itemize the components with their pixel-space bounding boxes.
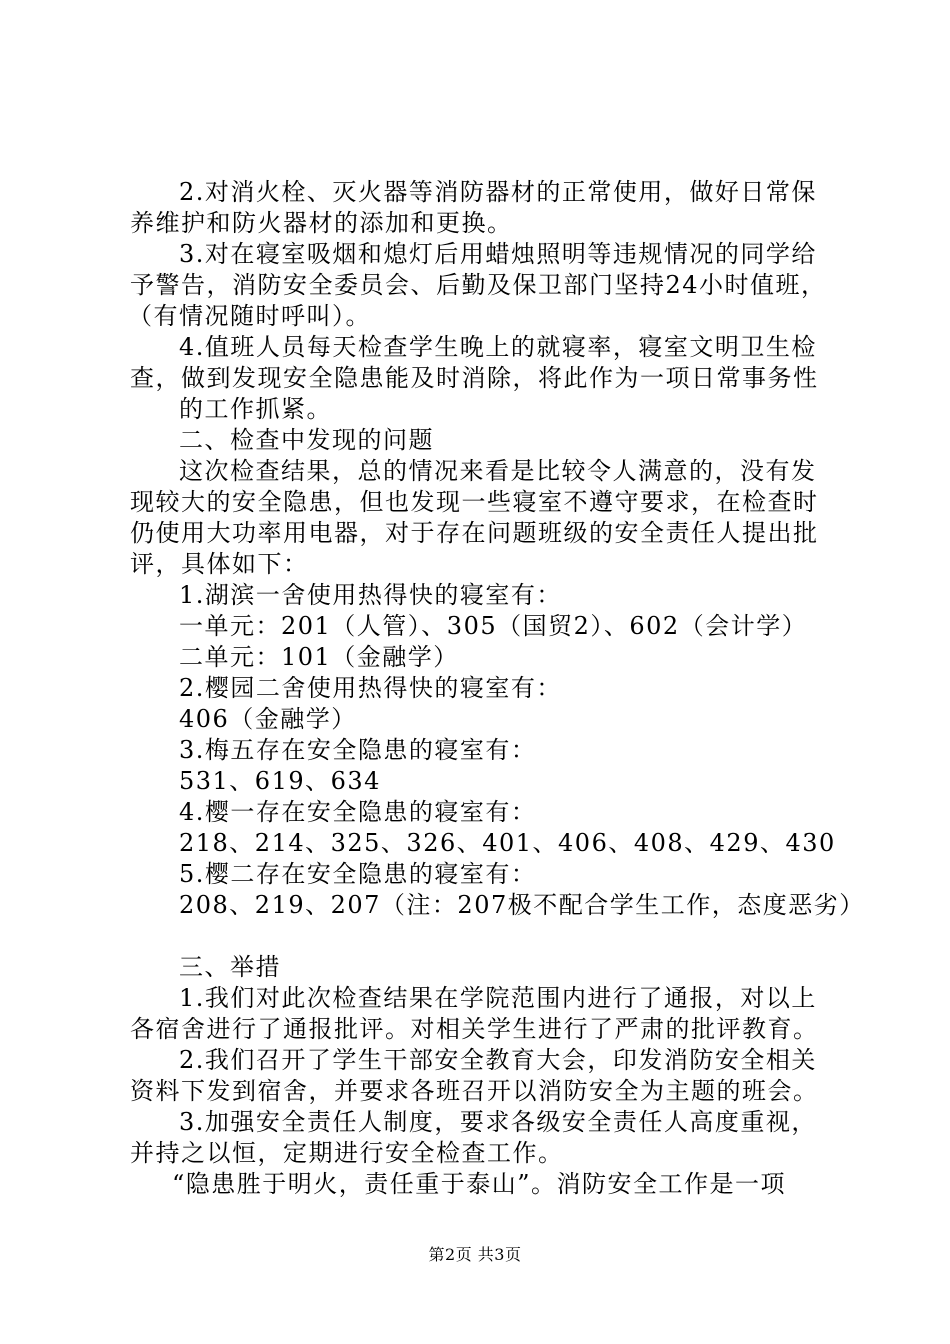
list-item: 4.樱一存在安全隐患的寝室有： [179, 798, 537, 826]
body-line: （有情况随时呼叫）。 [128, 302, 371, 330]
body-line: 予警告，消防安全委员会、后勤及保卫部门坚持24小时值班， [130, 271, 827, 299]
section-heading: 三、举措 [179, 953, 281, 981]
body-line: 仍使用大功率用电器，对于存在问题班级的安全责任人提出批 [130, 519, 819, 547]
body-line: 并持之以恒，定期进行安全检查工作。 [130, 1139, 564, 1167]
body-line: 3.对在寝室吸烟和熄灯后用蜡烛照明等违规情况的同学给 [179, 240, 817, 268]
list-item: 531、619、634 [179, 767, 381, 795]
body-line: 2.我们召开了学生干部安全教育大会，印发消防安全相关 [179, 1046, 817, 1074]
body-line: 这次检查结果，总的情况来看是比较令人满意的，没有发 [179, 457, 817, 485]
body-line: 资料下发到宿舍，并要求各班召开以消防安全为主题的班会。 [130, 1077, 819, 1105]
list-item: 218、214、325、326、401、406、408、429、430 [179, 829, 836, 857]
list-item: 2.樱园二舍使用热得快的寝室有： [179, 674, 562, 702]
list-item: 5.樱二存在安全隐患的寝室有： [179, 860, 537, 888]
body-line: 各宿舍进行了通报批评。对相关学生进行了严肃的批评教育。 [130, 1015, 819, 1043]
body-line: 的工作抓紧。 [179, 395, 332, 423]
body-line: 评，具体如下： [130, 550, 309, 578]
body-line: 养维护和防火器材的添加和更换。 [130, 209, 513, 237]
page-number-footer: 第2页 共3页 [428, 1245, 522, 1264]
body-line: 2.对消火栓、灭火器等消防器材的正常使用，做好日常保 [179, 178, 817, 206]
list-item: 二单元：101（金融学） [179, 643, 459, 671]
list-item: 1.湖滨一舍使用热得快的寝室有： [179, 581, 562, 609]
section-heading: 二、检查中发现的问题 [179, 426, 434, 454]
list-item: 一单元：201（人管）、305（国贸2）、602（会计学） [179, 612, 808, 640]
list-item: 208、219、207（注：207极不配合学生工作，态度恶劣） [179, 891, 865, 919]
body-line: 4.值班人员每天检查学生晚上的就寝率，寝室文明卫生检 [179, 333, 817, 361]
body-line: 现较大的安全隐患，但也发现一些寝室不遵守要求，在检查时 [130, 488, 819, 516]
body-line: 查，做到发现安全隐患能及时消除，将此作为一项日常事务性 [130, 364, 819, 392]
list-item: 406（金融学） [179, 705, 357, 733]
list-item: 3.梅五存在安全隐患的寝室有： [179, 736, 537, 764]
body-line: 1.我们对此次检查结果在学院范围内进行了通报，对以上 [179, 984, 817, 1012]
body-line: 3.加强安全责任人制度，要求各级安全责任人高度重视， [179, 1108, 817, 1136]
body-line: “隐患胜于明火，责任重于泰山”。消防安全工作是一项 [172, 1170, 787, 1198]
